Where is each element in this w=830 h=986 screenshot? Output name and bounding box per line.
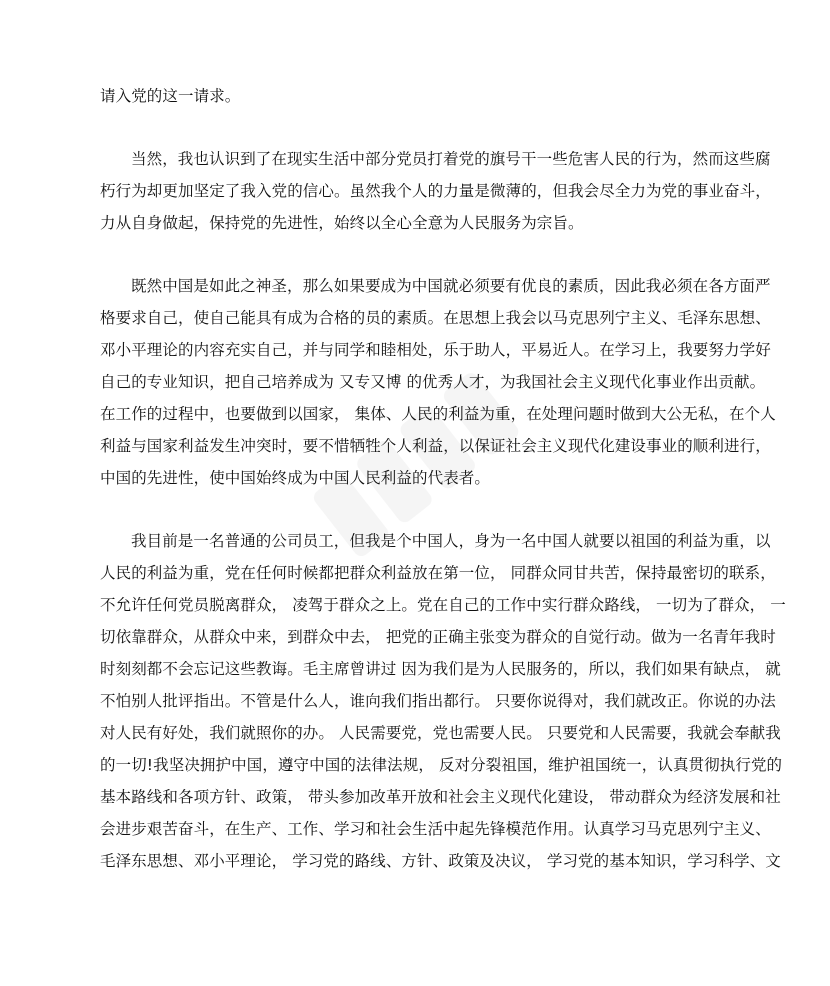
- text-line: 人民的利益为重，党在任何时候都把群众利益放在第一位， 同群众同甘共苦，保持最密切的联系，: [100, 564, 776, 582]
- text-line: 切依靠群众，从群众中来，到群众中去， 把党的正确主张变为群众的自觉行动。做为一名青年我时: [100, 628, 776, 646]
- paragraph-1: [100, 143, 784, 239]
- text-line: 基本路线和各项方针、政策， 带头参加改革开放和社会主义现代化建设， 带动群众为经济发展和社: [100, 788, 781, 806]
- paragraph-gap: [100, 112, 784, 143]
- text-line: 中国的先进性，使中国始终成为中国人民利益的代表者。: [100, 469, 491, 487]
- text-line: 请入党的这一请求。: [100, 87, 241, 105]
- text-line: 会进步艰苦奋斗，在生产、工作、学习和社会生活中起先锋模范作用。认真学习马克思列宁主义、: [100, 820, 771, 838]
- text-line: 既然中国是如此之神圣，那么如果要成为中国就必须要有优良的素质，因此我必须在各方面严: [131, 277, 771, 295]
- text-line: 毛泽东思想、邓小平理论， 学习党的路线、方针、政策及决议， 学习党的基本知识，学习科学、文: [100, 852, 781, 870]
- paragraph-3: [100, 525, 784, 877]
- paragraph-continuation: [100, 80, 784, 112]
- text-line: 不怕别人批评指出。不管是什么人，谁向我们指出都行。 只要你说得对，我们就改正。你说的办法: [100, 692, 776, 710]
- text-line: 对人民有好处，我们就照你的办。 人民需要党，党也需要人民。 只要党和人民需要，我就会奉献我: [100, 724, 781, 742]
- text-line: 我目前是一名普通的公司员工，但我是个中国人，身为一名中国人就要以祖国的利益为重，以: [131, 532, 771, 550]
- text-line: 在工作的过程中，也要做到以国家， 集体、人民的利益为重，在处理问题时做到大公无私，在个人: [100, 405, 776, 423]
- text-line: 的一切!我坚决拥护中国，遵守中国的法律法规， 反对分裂祖国，维护祖国统一，认真贯彻执行党的: [100, 756, 783, 774]
- paragraph-gap: [100, 239, 784, 270]
- text-line: 自己的专业知识，把自己培养成为 又专又博 的优秀人才，为我国社会主义现代化事业作出贡献。: [100, 373, 766, 391]
- text-line: 格要求自己，使自己能具有成为合格的员的素质。在思想上我会以马克思列宁主义、毛泽东思想、: [100, 309, 771, 327]
- text-line: 利益与国家利益发生冲突时，要不惜牺牲个人利益，以保证社会主义现代化建设事业的顺利进行，: [100, 437, 771, 455]
- text-line: 时刻刻都不会忘记这些教诲。毛主席曾讲过 因为我们是为人民服务的，所以，我们如果有缺点， 就: [100, 660, 781, 678]
- text-line: 不允许任何党员脱离群众， 凌驾于群众之上。党在自己的工作中实行群众路线， 一切为了群众， 一: [100, 596, 786, 614]
- text-line: 朽行为却更加坚定了我入党的信心。虽然我个人的力量是微薄的，但我会尽全力为党的事业奋斗，: [100, 182, 771, 200]
- document-body: [100, 80, 784, 877]
- text-line: 邓小平理论的内容充实自己，并与同学和睦相处，乐于助人，平易近人。在学习上，我要努力学好: [100, 341, 771, 359]
- text-line: 力从自身做起，保持党的先进性，始终以全心全意为人民服务为宗旨。: [100, 214, 584, 232]
- paragraph-2: [100, 270, 784, 494]
- paragraph-gap: [100, 494, 784, 525]
- text-line: 当然，我也认识到了在现实生活中部分党员打着党的旗号干一些危害人民的行为，然而这些腐: [131, 150, 771, 168]
